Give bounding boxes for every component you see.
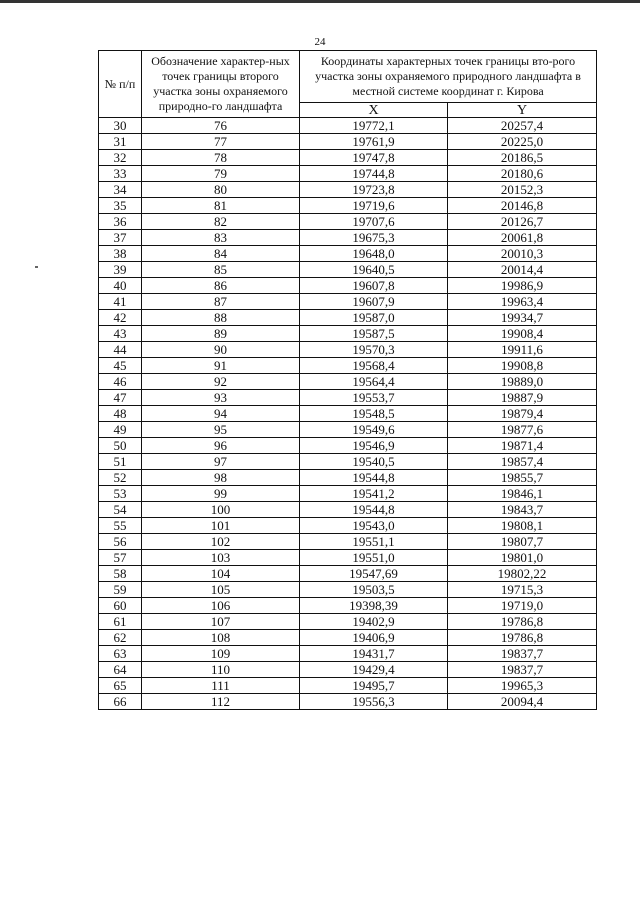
table-row [99,598,597,614]
cell-y: 19837,7 [448,646,597,662]
cell-y: 19808,1 [448,518,597,534]
cell-point-id: 109 [142,646,300,662]
cell-y: 19963,4 [448,294,597,310]
cell-point-id: 95 [142,422,300,438]
cell-point-id: 84 [142,246,300,262]
cell-point-id: 98 [142,470,300,486]
table-row [99,342,597,358]
cell-row-number: 49 [99,422,142,438]
cell-y: 20152,3 [448,182,597,198]
cell-point-id: 87 [142,294,300,310]
table-row [99,582,597,598]
cell-x: 19747,8 [300,150,448,166]
cell-y: 19911,6 [448,342,597,358]
cell-point-id: 90 [142,342,300,358]
table-row [99,486,597,502]
cell-x: 19549,6 [300,422,448,438]
table-row [99,646,597,662]
cell-y: 19877,6 [448,422,597,438]
cell-point-id: 77 [142,134,300,150]
cell-x: 19707,6 [300,214,448,230]
cell-x: 19587,5 [300,326,448,342]
cell-y: 20186,5 [448,150,597,166]
cell-x: 19431,7 [300,646,448,662]
cell-point-id: 89 [142,326,300,342]
cell-row-number: 46 [99,374,142,390]
cell-point-id: 76 [142,118,300,134]
cell-y: 19801,0 [448,550,597,566]
cell-point-id: 93 [142,390,300,406]
cell-row-number: 39 [99,262,142,278]
cell-x: 19541,2 [300,486,448,502]
top-border-rule [0,0,640,3]
cell-row-number: 40 [99,278,142,294]
cell-row-number: 45 [99,358,142,374]
cell-x: 19547,69 [300,566,448,582]
cell-point-id: 96 [142,438,300,454]
table-row [99,118,597,134]
cell-y: 19802,22 [448,566,597,582]
table-row [99,150,597,166]
cell-x: 19648,0 [300,246,448,262]
cell-row-number: 53 [99,486,142,502]
header-x: X [300,103,448,118]
table-row [99,406,597,422]
cell-point-id: 85 [142,262,300,278]
cell-row-number: 43 [99,326,142,342]
cell-x: 19772,1 [300,118,448,134]
cell-point-id: 88 [142,310,300,326]
table-row [99,566,597,582]
table-row [99,694,597,710]
table-row [99,518,597,534]
cell-point-id: 103 [142,550,300,566]
table-row [99,278,597,294]
cell-x: 19406,9 [300,630,448,646]
cell-x: 19546,9 [300,438,448,454]
cell-point-id: 107 [142,614,300,630]
table-row [99,294,597,310]
cell-row-number: 62 [99,630,142,646]
cell-x: 19503,5 [300,582,448,598]
table-row [99,262,597,278]
cell-point-id: 102 [142,534,300,550]
cell-point-id: 110 [142,662,300,678]
cell-x: 19564,4 [300,374,448,390]
cell-point-id: 106 [142,598,300,614]
cell-x: 19429,4 [300,662,448,678]
cell-x: 19495,7 [300,678,448,694]
cell-y: 20225,0 [448,134,597,150]
cell-point-id: 105 [142,582,300,598]
cell-row-number: 44 [99,342,142,358]
cell-row-number: 56 [99,534,142,550]
table-row [99,166,597,182]
cell-point-id: 82 [142,214,300,230]
cell-row-number: 58 [99,566,142,582]
table-row [99,550,597,566]
cell-y: 19887,9 [448,390,597,406]
table-row [99,422,597,438]
cell-point-id: 97 [142,454,300,470]
cell-x: 19640,5 [300,262,448,278]
cell-row-number: 30 [99,118,142,134]
table-row [99,502,597,518]
cell-row-number: 33 [99,166,142,182]
cell-point-id: 101 [142,518,300,534]
cell-y: 20094,4 [448,694,597,710]
cell-point-id: 111 [142,678,300,694]
cell-point-id: 99 [142,486,300,502]
cell-x: 19543,0 [300,518,448,534]
table-row [99,246,597,262]
table-row [99,230,597,246]
cell-x: 19568,4 [300,358,448,374]
cell-y: 19786,8 [448,630,597,646]
cell-x: 19551,0 [300,550,448,566]
cell-y: 20257,4 [448,118,597,134]
table-row [99,470,597,486]
header-row-number: № п/п [99,51,142,118]
cell-row-number: 32 [99,150,142,166]
cell-row-number: 31 [99,134,142,150]
cell-x: 19587,0 [300,310,448,326]
cell-x: 19675,3 [300,230,448,246]
cell-y: 20126,7 [448,214,597,230]
table-row [99,534,597,550]
table-row [99,134,597,150]
cell-y: 19965,3 [448,678,597,694]
cell-x: 19607,9 [300,294,448,310]
cell-y: 19857,4 [448,454,597,470]
cell-row-number: 66 [99,694,142,710]
scan-speck [35,266,38,268]
cell-y: 19843,7 [448,502,597,518]
cell-point-id: 91 [142,358,300,374]
cell-x: 19540,5 [300,454,448,470]
cell-x: 19544,8 [300,502,448,518]
table-row [99,214,597,230]
cell-x: 19548,5 [300,406,448,422]
table-row [99,614,597,630]
cell-y: 19846,1 [448,486,597,502]
cell-row-number: 41 [99,294,142,310]
cell-y: 20061,8 [448,230,597,246]
cell-y: 19855,7 [448,470,597,486]
cell-x: 19723,8 [300,182,448,198]
cell-x: 19556,3 [300,694,448,710]
cell-row-number: 35 [99,198,142,214]
cell-point-id: 78 [142,150,300,166]
cell-x: 19744,8 [300,166,448,182]
cell-y: 19934,7 [448,310,597,326]
cell-row-number: 65 [99,678,142,694]
table-row [99,374,597,390]
cell-y: 19715,3 [448,582,597,598]
table-row [99,678,597,694]
table-row [99,310,597,326]
header-coordinates: Координаты характерных точек границы вто-рого участка зоны охраняемого природного ландшафта в местной системе координат г. Кирова [300,51,597,103]
cell-x: 19570,3 [300,342,448,358]
table-row [99,390,597,406]
table-row [99,198,597,214]
cell-y: 20180,6 [448,166,597,182]
cell-y: 20010,3 [448,246,597,262]
cell-point-id: 112 [142,694,300,710]
cell-y: 19871,4 [448,438,597,454]
cell-y: 19786,8 [448,614,597,630]
cell-row-number: 47 [99,390,142,406]
cell-y: 19719,0 [448,598,597,614]
cell-row-number: 63 [99,646,142,662]
table-row [99,438,597,454]
table-body [99,118,597,710]
header-y: Y [448,103,597,118]
cell-y: 19908,8 [448,358,597,374]
cell-y: 19908,4 [448,326,597,342]
cell-row-number: 37 [99,230,142,246]
cell-y: 19986,9 [448,278,597,294]
cell-row-number: 48 [99,406,142,422]
cell-point-id: 81 [142,198,300,214]
cell-point-id: 92 [142,374,300,390]
cell-point-id: 80 [142,182,300,198]
cell-row-number: 52 [99,470,142,486]
cell-row-number: 59 [99,582,142,598]
cell-row-number: 60 [99,598,142,614]
cell-point-id: 108 [142,630,300,646]
table-header [99,51,597,118]
cell-row-number: 50 [99,438,142,454]
cell-row-number: 51 [99,454,142,470]
cell-x: 19402,9 [300,614,448,630]
cell-row-number: 61 [99,614,142,630]
cell-x: 19761,9 [300,134,448,150]
cell-y: 20146,8 [448,198,597,214]
table-row [99,662,597,678]
cell-point-id: 94 [142,406,300,422]
cell-x: 19553,7 [300,390,448,406]
table-row [99,454,597,470]
cell-row-number: 64 [99,662,142,678]
cell-point-id: 79 [142,166,300,182]
cell-row-number: 54 [99,502,142,518]
page-number: 24 [314,36,326,48]
cell-y: 19807,7 [448,534,597,550]
cell-y: 19837,7 [448,662,597,678]
cell-row-number: 34 [99,182,142,198]
cell-x: 19398,39 [300,598,448,614]
cell-y: 19889,0 [448,374,597,390]
coordinates-table [98,50,597,710]
table-row [99,326,597,342]
table-row [99,630,597,646]
cell-point-id: 83 [142,230,300,246]
cell-x: 19719,6 [300,198,448,214]
cell-point-id: 86 [142,278,300,294]
table-row [99,182,597,198]
cell-point-id: 104 [142,566,300,582]
cell-x: 19551,1 [300,534,448,550]
table-row [99,358,597,374]
cell-y: 20014,4 [448,262,597,278]
header-point-designation: Обозначение характер-ных точек границы второго участка зоны охраняемого природно-го ландшафта [142,51,300,118]
cell-row-number: 42 [99,310,142,326]
cell-row-number: 55 [99,518,142,534]
cell-point-id: 100 [142,502,300,518]
cell-y: 19879,4 [448,406,597,422]
cell-row-number: 57 [99,550,142,566]
cell-x: 19544,8 [300,470,448,486]
cell-row-number: 36 [99,214,142,230]
cell-x: 19607,8 [300,278,448,294]
cell-row-number: 38 [99,246,142,262]
